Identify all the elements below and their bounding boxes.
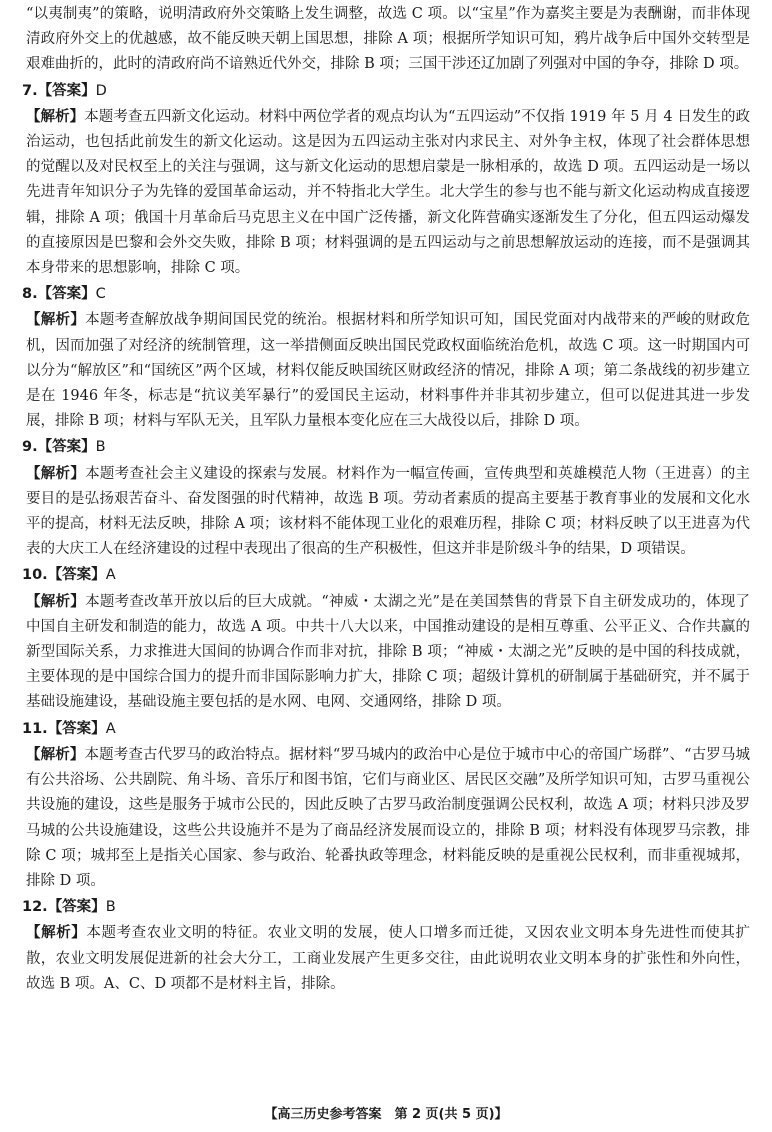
question-12-analysis xyxy=(26,920,750,997)
question-number: 8. xyxy=(22,286,38,303)
answer-letter: D xyxy=(95,82,107,99)
analysis-tag: 【解析】 xyxy=(26,107,85,125)
answer-tag: 【答案】 xyxy=(47,898,106,916)
answer-tag: 【答案】 xyxy=(47,719,106,737)
analysis-tag: 【解析】 xyxy=(26,464,86,482)
question-7-answer xyxy=(22,78,750,104)
intro-paragraph: “以夷制夷”的策略，说明清政府外交策略上发生调整，故选 C 项。以“宝星”作为嘉奖主要是为表酬谢，而非体现清政府外交上的优越感，故不能反映天朝上国思想，排除 A 项；根据所学知识可知，鸦片战争后中国外交转型是艰难曲折的，此时的清政府尚不谙熟近代外交，排除 B 项；三国干涉还辽加剧了列强对中国的争夺，排除 D 项。 xyxy=(26,6,750,73)
answer-tag: 【答案】 xyxy=(47,566,106,584)
question-number: 10. xyxy=(22,567,48,584)
question-number: 12. xyxy=(22,899,48,916)
question-12-answer xyxy=(22,894,750,920)
analysis-text: 本题考查改革开放以后的巨大成就。“神威・太湖之光”是在美国禁售的背景下自主研发成功的，体现了中国自主研发和制造的能力，故选 A 项。中共十八大以来，中国推动建设的是相互尊重、公平正义、合作共赢的新型国际关系，力求推进大国间的协调合作而非对抗，排除 B 项；“神威・太湖之光”反映的是中国的科技成就，主要体现的是中国综合国力的提升而非国际影响力扩大，排除 C 项；超级计算机的研制属于基础研究，并不属于基础设施建设，基础设施主要包括的是水网、电网、交通网络，排除 D 项。 xyxy=(26,593,750,711)
analysis-text: 本题考查农业文明的特征。农业文明的发展，使人口增多而迁徙，又因农业文明本身先进性而使其扩散，农业文明发展促进新的社会大分工，工商业发展产生更多交往，由此说明农业文明本身的扩张性和外向性，故选 B 项。A、C、D 项都不是材料主旨，排除。 xyxy=(26,925,751,992)
question-7-analysis xyxy=(26,104,750,281)
answer-letter: C xyxy=(95,286,106,303)
answer-tag: 【答案】 xyxy=(37,438,96,456)
answer-letter: B xyxy=(95,439,106,456)
answer-letter: A xyxy=(105,567,116,584)
question-8-analysis xyxy=(26,307,750,434)
answer-tag: 【答案】 xyxy=(37,285,96,303)
question-11-analysis xyxy=(26,742,750,894)
analysis-tag: 【解析】 xyxy=(26,311,86,329)
analysis-text: 本题考查社会主义建设的探索与发展。材料作为一幅宣传画，宣传典型和英雄模范人物（王进喜）的主要目的是弘扬艰苦奋斗、奋发图强的时代精神，故选 B 项。劳动者素质的提高主要基于教育事业的发展和文化水平的提高，材料无法反映，排除 A 项；该材料不能体现工业化的艰难历程，排除 C 项；材料反映了以王进喜为代表的大庆工人在经济建设的过程中表现出了很高的生产积极性，但这并非是阶级斗争的结果，D 项错误。 xyxy=(26,465,750,558)
analysis-text: 本题考查五四新文化运动。材料中两位学者的观点均认为“五四运动”不仅指 1919 年 5 月 4 日发生的政治运动，也包括此前发生的新文化运动。这是因为五四运动主张对内求民主、对外争主权，体现了社会群体思想的觉醒以及对民权至上的关注与强调，这与新文化运动的思想启蒙是一脉相承的，故选 D 项。五四运动是一场以先进青年知识分子为先锋的爱国革命运动，并不特指北大学生。北大学生的参与也不能与新文化运动构成直接逻辑，排除 A 项；俄国十月革命后马克思主义在中国广泛传播，新文化阵营确实逐渐发生了分化，但五四运动爆发的直接原因是巴黎和会外交失败，排除 B 项；材料强调的是五四运动与之前思想解放运动的连接，而不是强调其本身带来的思想影响，排除 C 项。 xyxy=(26,108,750,277)
analysis-tag: 【解析】 xyxy=(26,924,87,942)
analysis-tag: 【解析】 xyxy=(26,745,85,763)
question-number: 7. xyxy=(22,82,38,99)
question-number: 11. xyxy=(22,720,48,737)
question-10-answer xyxy=(22,562,750,588)
analysis-tag: 【解析】 xyxy=(26,592,86,610)
question-9-answer xyxy=(22,434,750,460)
answer-tag: 【答案】 xyxy=(37,81,96,99)
analysis-text: 本题考查解放战争期间国民党的统治。根据材料和所学知识可知，国民党面对内战带来的严峻的财政危机，因而加强了对经济的统制管理，这一举措侧面反映出国民党政权面临统治危机，故选 C 项。这一时期国内可以分为“解放区”和“国统区”两个区域，材料仅能反映国统区财政经济的情况，排除 A 项；第二条战线的初步建立是在 1946 年冬，标志是“抗议美军暴行”的爱国民主运动，材料事件并非其初步建立，但可以促进其进一步发展，排除 B 项；材料与军队无关，且军队力量根本变化应在三大战役以后，排除 D 项。 xyxy=(26,312,750,430)
question-9-analysis xyxy=(26,461,750,563)
analysis-text: 本题考查古代罗马的政治特点。据材料“罗马城内的政治中心是位于城市中心的帝国广场群”、“古罗马城有公共浴场、公共剧院、角斗场、音乐厅和图书馆，它们与商业区、居民区交融”及所学知识可知，古罗马重视公共设施的建设，这些是服务于城市公民的，因此反映了古罗马政治制度强调公民权利，故选 A 项；材料只涉及罗马城的公共设施建设，这些公共设施并不是为了商品经济发展而设立的，排除 B 项；材料没有体现罗马宗教，排除 C 项；城邦至上是指关心国家、参与政治、轮番执政等理念，材料能反映的是重视公民权利，而非重视城邦，排除 D 项。 xyxy=(26,746,750,889)
answer-letter: B xyxy=(105,899,116,916)
question-10-analysis xyxy=(26,589,750,716)
question-8-answer xyxy=(22,281,750,307)
question-number: 9. xyxy=(22,439,38,456)
answer-letter: A xyxy=(105,720,116,737)
question-11-answer xyxy=(22,716,750,742)
page-footer: 【高三历史参考答案 第 2 页(共 5 页)】 xyxy=(264,1107,508,1122)
